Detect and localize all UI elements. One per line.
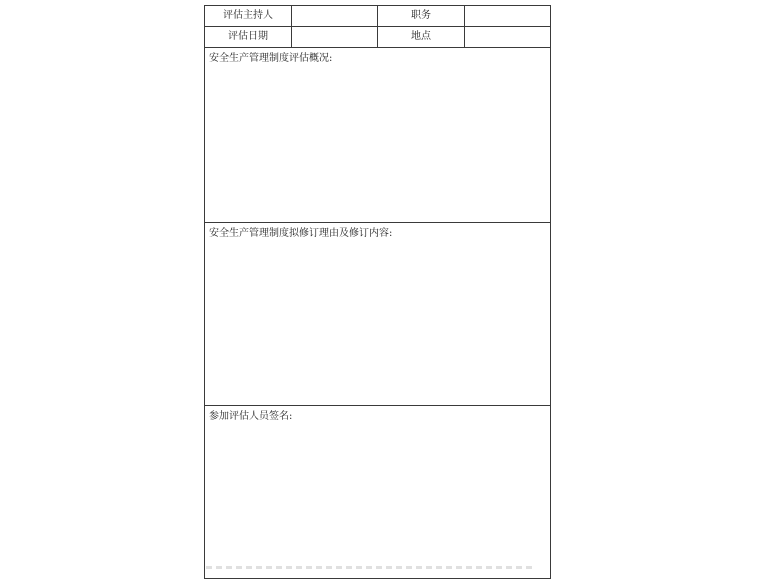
overview-cell[interactable] <box>205 48 551 223</box>
host-label: 评估主持人 <box>205 6 292 27</box>
date-value-cell[interactable] <box>292 27 378 48</box>
date-label: 评估日期 <box>205 27 292 48</box>
location-value-cell[interactable] <box>465 27 551 48</box>
form-row-host <box>205 6 551 27</box>
overview-label: 安全生产管理制度评估概况: <box>209 53 333 64</box>
section-revision <box>205 223 551 406</box>
signatures-label: 参加评估人员签名: <box>209 411 293 422</box>
assessment-form-table <box>204 5 551 579</box>
section-signatures <box>205 406 551 579</box>
faint-footer-text <box>206 566 536 569</box>
position-value-cell[interactable] <box>465 6 551 27</box>
revision-cell[interactable] <box>205 223 551 406</box>
form-row-date <box>205 27 551 48</box>
position-label: 职务 <box>378 6 465 27</box>
location-label: 地点 <box>378 27 465 48</box>
host-value-cell[interactable] <box>292 6 378 27</box>
signatures-cell[interactable] <box>205 406 551 579</box>
revision-label: 安全生产管理制度拟修订理由及修订内容: <box>209 228 393 239</box>
section-overview <box>205 48 551 223</box>
